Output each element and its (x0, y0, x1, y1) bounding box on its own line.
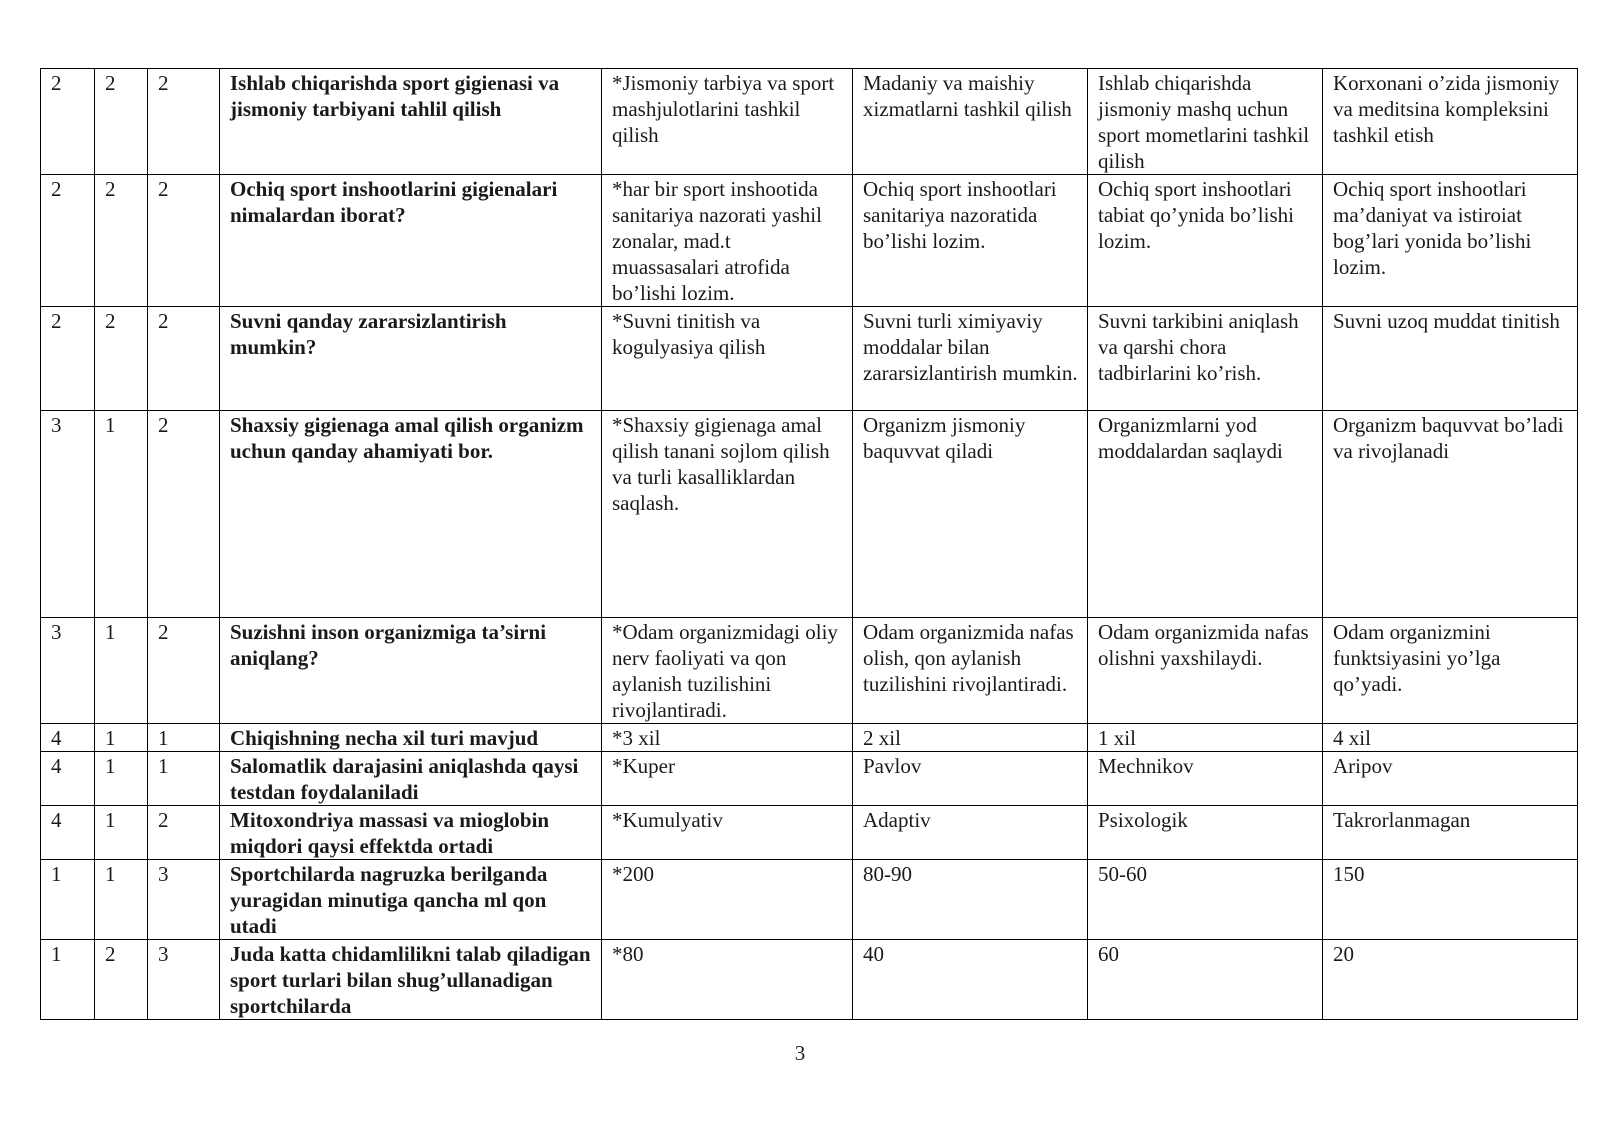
col-a-cell: 2 (41, 175, 95, 307)
test-questions-table (40, 68, 1578, 1020)
option-4-cell: 20 (1323, 940, 1578, 1020)
option-3-cell: Organizmlarni yod moddalardan saqlaydi (1088, 411, 1323, 618)
option-2-cell: Organizm jismoniy baquvvat qiladi (853, 411, 1088, 618)
correct-answer-cell: *Suvni tinitish va kogulyasiya qilish (602, 307, 853, 411)
col-a-cell: 4 (41, 752, 95, 806)
option-4-cell: Takrorlanmagan (1323, 806, 1578, 860)
table-row (41, 175, 1578, 307)
option-3-cell: 1 xil (1088, 724, 1323, 752)
col-a-cell: 1 (41, 940, 95, 1020)
option-2-cell: Ochiq sport inshootlari sanitariya nazoratida bo’lishi lozim. (853, 175, 1088, 307)
option-2-cell: Pavlov (853, 752, 1088, 806)
table-row (41, 411, 1578, 618)
option-4-cell: 150 (1323, 860, 1578, 940)
question-cell: Sportchilarda nagruzka berilganda yuragidan minutiga qancha ml qon utadi (220, 860, 602, 940)
correct-answer-cell: *Kumulyativ (602, 806, 853, 860)
col-b-cell: 2 (95, 940, 148, 1020)
col-b-cell: 1 (95, 806, 148, 860)
option-4-cell: Korxonani o’zida jismoniy va meditsina kompleksini tashkil etish (1323, 69, 1578, 175)
option-4-cell: Aripov (1323, 752, 1578, 806)
col-b-cell: 2 (95, 175, 148, 307)
col-a-cell: 4 (41, 806, 95, 860)
question-cell: Shaxsiy gigienaga amal qilish organizm uchun qanday ahamiyati bor. (220, 411, 602, 618)
table-row (41, 724, 1578, 752)
table-row (41, 69, 1578, 175)
table-row (41, 806, 1578, 860)
option-3-cell: Odam organizmida nafas olishni yaxshilaydi. (1088, 618, 1323, 724)
option-3-cell: 50-60 (1088, 860, 1323, 940)
col-a-cell: 2 (41, 69, 95, 175)
col-b-cell: 1 (95, 752, 148, 806)
col-a-cell: 1 (41, 860, 95, 940)
col-c-cell: 2 (148, 618, 220, 724)
col-b-cell: 1 (95, 724, 148, 752)
question-cell: Juda katta chidamlilikni talab qiladigan sport turlari bilan shug’ullanadigan sportchilarda (220, 940, 602, 1020)
page-number: 3 (794, 1041, 806, 1065)
col-b-cell: 2 (95, 69, 148, 175)
correct-answer-cell: *Shaxsiy gigienaga amal qilish tanani sojlom qilish va turli kasalliklardan saqlash. (602, 411, 853, 618)
question-cell: Ochiq sport inshootlarini gigienalari nimalardan iborat? (220, 175, 602, 307)
question-cell: Mitoxondriya massasi va mioglobin miqdori qaysi effektda ortadi (220, 806, 602, 860)
correct-answer-cell: *80 (602, 940, 853, 1020)
option-3-cell: Ishlab chiqarishda jismoniy mashq uchun sport mometlarini tashkil qilish (1088, 69, 1323, 175)
col-b-cell: 1 (95, 411, 148, 618)
col-c-cell: 1 (148, 752, 220, 806)
correct-answer-cell: *3 xil (602, 724, 853, 752)
correct-answer-cell: *Jismoniy tarbiya va sport mashjulotlarini tashkil qilish (602, 69, 853, 175)
correct-answer-cell: *har bir sport inshootida sanitariya nazorati yashil zonalar, mad.t muassasalari atrofida bo’lishi lozim. (602, 175, 853, 307)
option-4-cell: Ochiq sport inshootlari ma’daniyat va istiroiat bog’lari yonida bo’lishi lozim. (1323, 175, 1578, 307)
col-b-cell: 2 (95, 307, 148, 411)
table-row (41, 860, 1578, 940)
document-page (40, 68, 1577, 1020)
option-3-cell: Suvni tarkibini aniqlash va qarshi chora tadbirlarini ko’rish. (1088, 307, 1323, 411)
option-2-cell: Suvni turli ximiyaviy moddalar bilan zararsizlantirish mumkin. (853, 307, 1088, 411)
option-2-cell: Odam organizmida nafas olish, qon aylanish tuzilishini rivojlantiradi. (853, 618, 1088, 724)
col-c-cell: 3 (148, 860, 220, 940)
question-cell: Ishlab chiqarishda sport gigienasi va jismoniy tarbiyani tahlil qilish (220, 69, 602, 175)
col-c-cell: 2 (148, 806, 220, 860)
option-3-cell: Ochiq sport inshootlari tabiat qo’ynida bo’lishi lozim. (1088, 175, 1323, 307)
table-row (41, 752, 1578, 806)
col-a-cell: 3 (41, 618, 95, 724)
col-a-cell: 3 (41, 411, 95, 618)
option-2-cell: Madaniy va maishiy xizmatlarni tashkil qilish (853, 69, 1088, 175)
col-c-cell: 3 (148, 940, 220, 1020)
option-2-cell: Adaptiv (853, 806, 1088, 860)
option-4-cell: Odam organizmini funktsiyasini yo’lga qo’yadi. (1323, 618, 1578, 724)
correct-answer-cell: *Odam organizmidagi oliy nerv faoliyati va qon aylanish tuzilishini rivojlantiradi. (602, 618, 853, 724)
table-body (41, 69, 1578, 1020)
col-c-cell: 2 (148, 175, 220, 307)
table-row (41, 940, 1578, 1020)
col-a-cell: 4 (41, 724, 95, 752)
col-b-cell: 1 (95, 618, 148, 724)
option-4-cell: Organizm baquvvat bo’ladi va rivojlanadi (1323, 411, 1578, 618)
col-c-cell: 2 (148, 69, 220, 175)
option-2-cell: 2 xil (853, 724, 1088, 752)
col-c-cell: 2 (148, 307, 220, 411)
col-a-cell: 2 (41, 307, 95, 411)
table-row (41, 618, 1578, 724)
option-4-cell: 4 xil (1323, 724, 1578, 752)
question-cell: Suvni qanday zararsizlantirish mumkin? (220, 307, 602, 411)
option-3-cell: Mechnikov (1088, 752, 1323, 806)
table-row (41, 307, 1578, 411)
col-b-cell: 1 (95, 860, 148, 940)
question-cell: Chiqishning necha xil turi mavjud (220, 724, 602, 752)
question-cell: Salomatlik darajasini aniqlashda qaysi testdan foydalaniladi (220, 752, 602, 806)
correct-answer-cell: *200 (602, 860, 853, 940)
correct-answer-cell: *Kuper (602, 752, 853, 806)
col-c-cell: 1 (148, 724, 220, 752)
option-2-cell: 80-90 (853, 860, 1088, 940)
option-3-cell: Psixologik (1088, 806, 1323, 860)
option-3-cell: 60 (1088, 940, 1323, 1020)
question-cell: Suzishni inson organizmiga ta’sirni aniqlang? (220, 618, 602, 724)
option-2-cell: 40 (853, 940, 1088, 1020)
option-4-cell: Suvni uzoq muddat tinitish (1323, 307, 1578, 411)
col-c-cell: 2 (148, 411, 220, 618)
